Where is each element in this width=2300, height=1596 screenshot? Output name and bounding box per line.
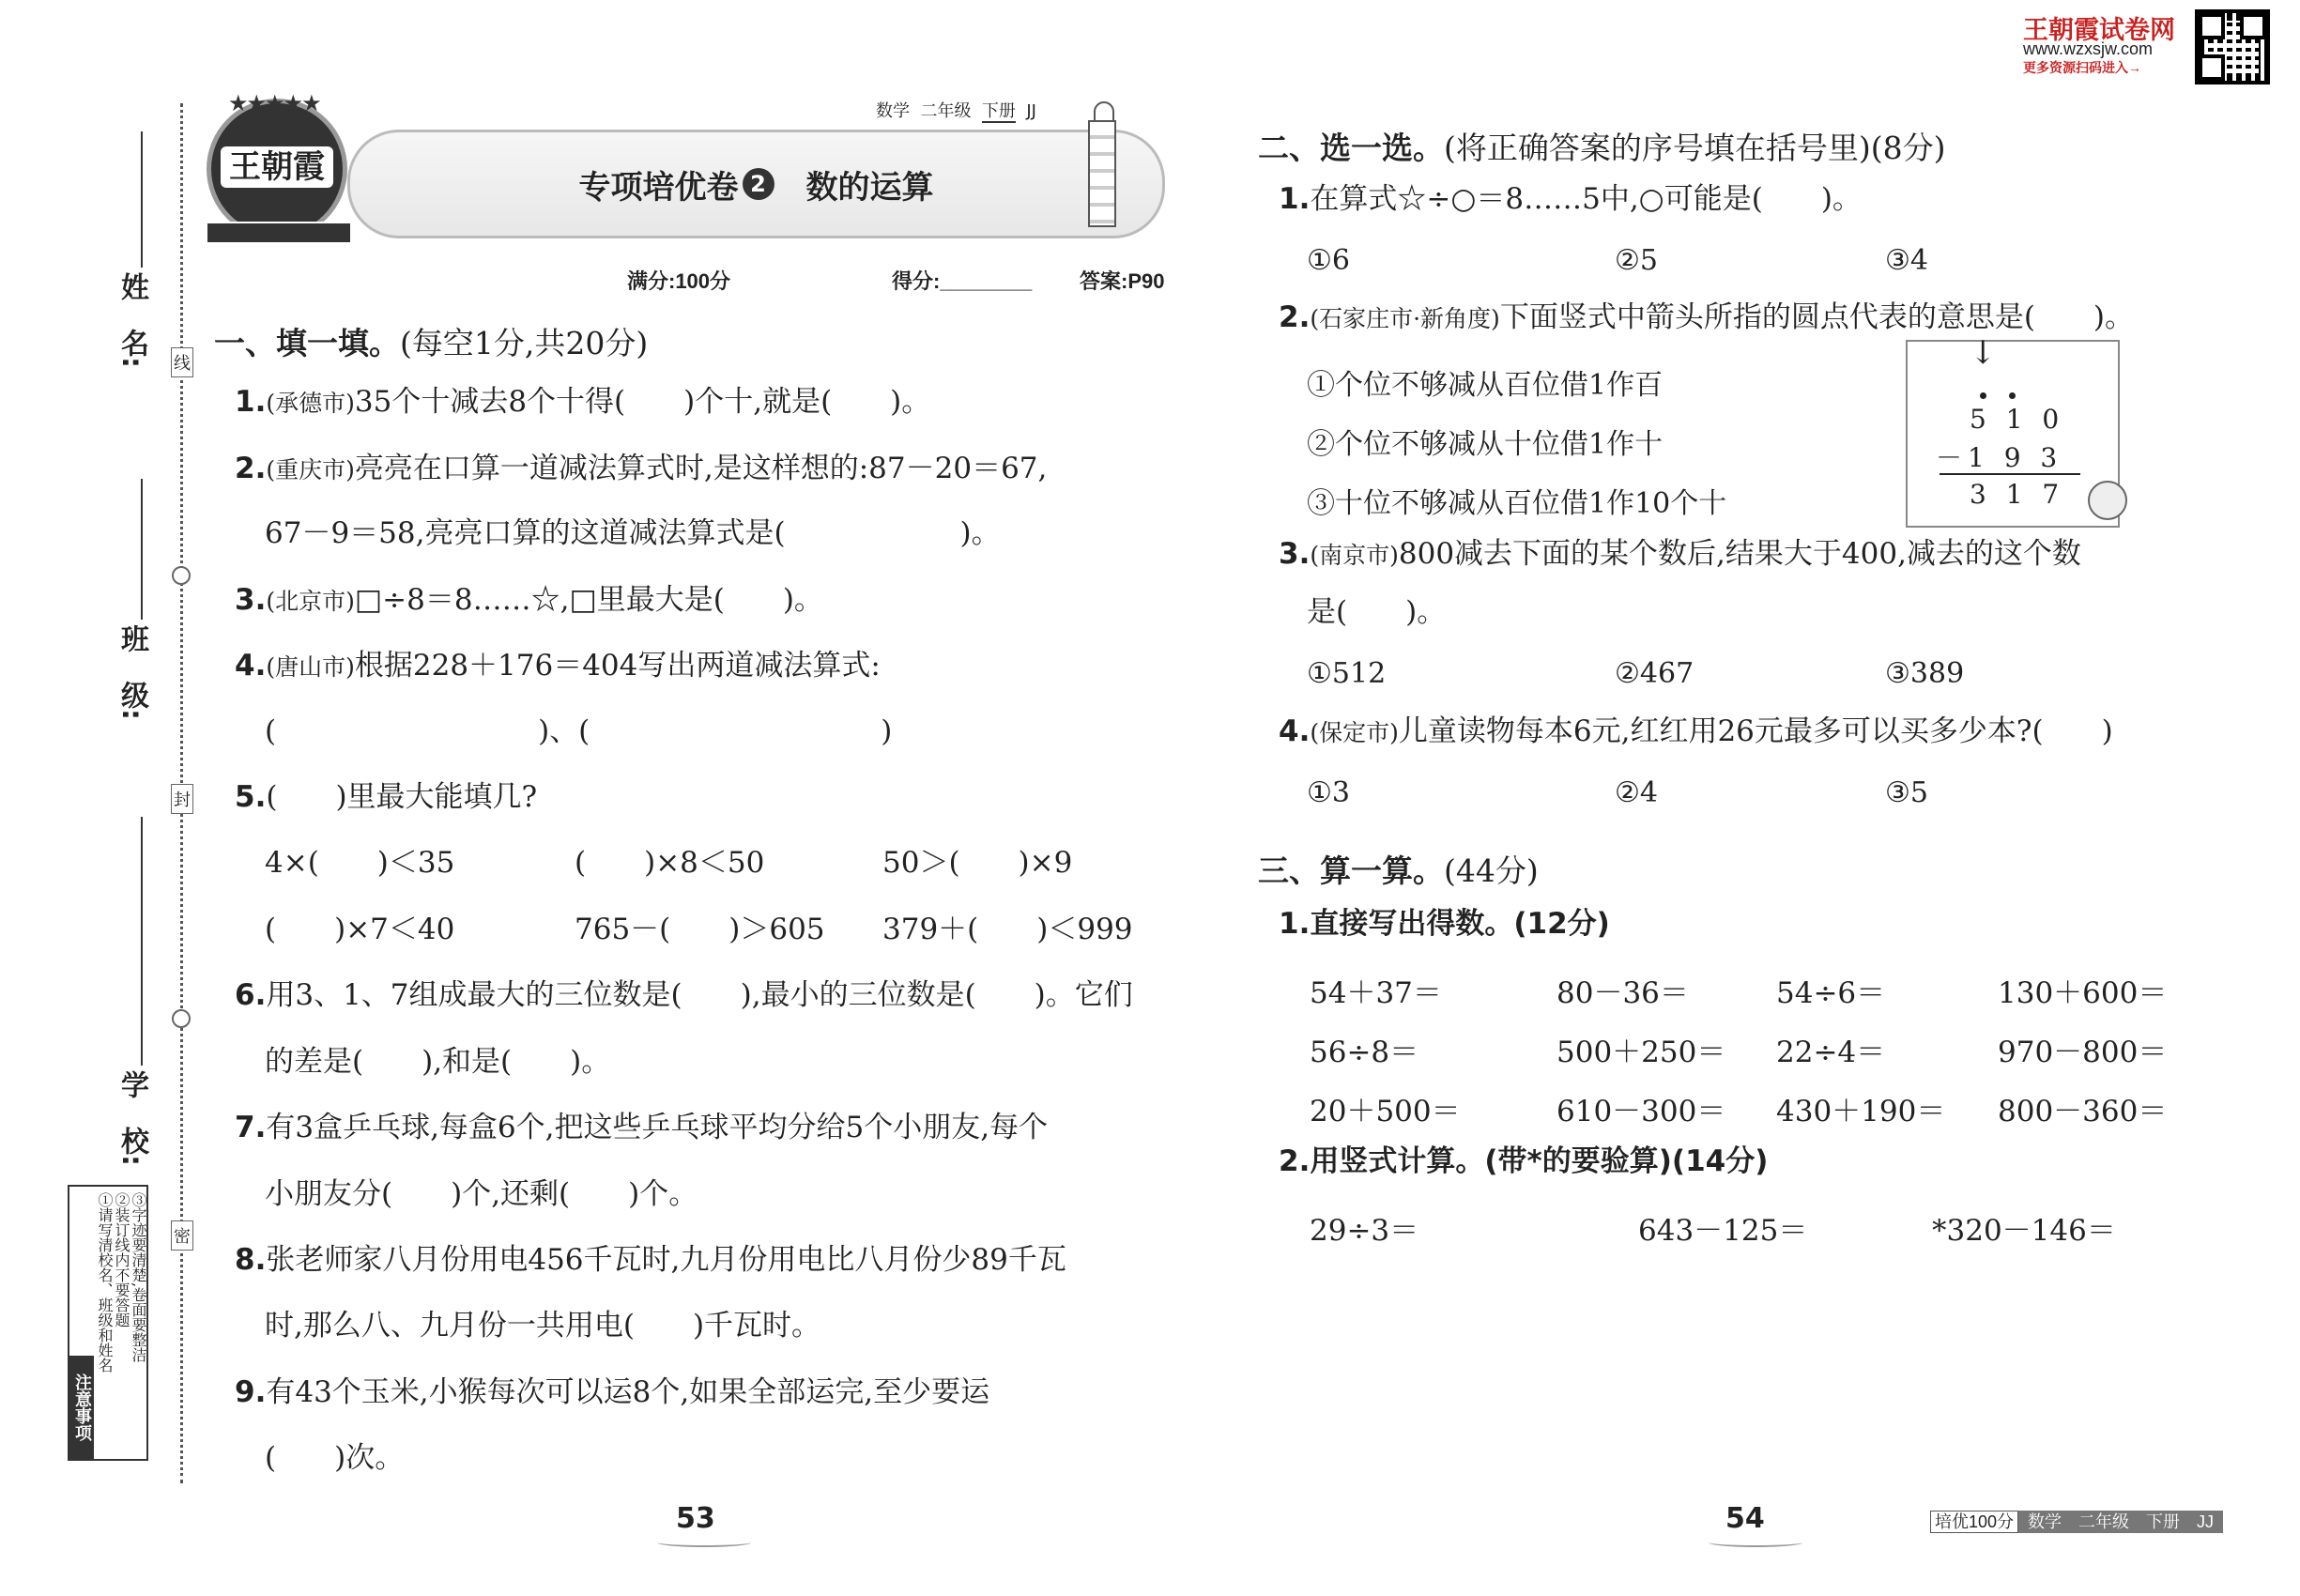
seal-word-feng: 封 [171, 784, 193, 814]
question-9-line-2: ( )次。 [265, 1441, 405, 1475]
option[interactable]: ②个位不够减从十位借1作十 [1307, 428, 1664, 461]
question-text: 直接写出得数。(12分) [1310, 907, 1610, 941]
question-number: 1. [235, 385, 267, 419]
note-item: ②装订线内不要答题 [113, 1192, 130, 1327]
question-text: 有43个玉米,小猴每次可以运8个,如果全部运完,至少要运 [266, 1375, 990, 1409]
question-text: 800减去下面的某个数后,结果大于400,减去的这个数 [1398, 537, 2081, 571]
meta-grade: 二年级 [920, 101, 972, 121]
option[interactable]: ③5 [1885, 776, 1928, 809]
oral-calc-item[interactable]: 20＋500＝ [1310, 1095, 1461, 1128]
option[interactable]: ②4 [1615, 776, 1658, 809]
question-source: (石家庄市·新角度) [1310, 305, 1500, 332]
oral-calc-item[interactable]: 22÷4＝ [1776, 1036, 1886, 1069]
question-text: 在算式☆÷○＝8……5中,○可能是( )。 [1310, 182, 1862, 216]
site-brand[interactable]: 王朝霞试卷网 [2023, 16, 2175, 44]
choice-question-3-line-2: 是( )。 [1307, 595, 1447, 629]
brand-ribbon [206, 222, 352, 244]
question-6-line-2: 的差是( ),和是( )。 [265, 1045, 611, 1079]
choice-question-3 [1279, 537, 2081, 571]
question-number: 1. [1279, 907, 1311, 941]
answer-ref: 答案:P90 [1080, 269, 1165, 293]
vertical-calc-item[interactable]: *320－146＝ [1932, 1214, 2116, 1248]
cartoon-figure-icon [2088, 481, 2127, 520]
section-note: (44分) [1444, 852, 1539, 889]
question-8-line-2: 时,那么八、九月份一共用电( )千瓦时。 [265, 1309, 821, 1343]
lighthouse-icon [1084, 101, 1120, 228]
vertical-calc-item[interactable]: 643－125＝ [1638, 1214, 1808, 1248]
oral-calc-item[interactable]: 56÷8＝ [1310, 1036, 1419, 1069]
page-title: 数的运算 [805, 168, 934, 207]
question-text: □÷8＝8……☆,□里最大是( )。 [354, 583, 823, 617]
question-7 [235, 1113, 1048, 1143]
question-text: 根据228＋176＝404写出两道减法算式: [354, 649, 881, 683]
arrow-down-icon: ↓ [1970, 334, 1997, 372]
option[interactable]: ①3 [1307, 776, 1350, 809]
q5-item[interactable]: 50＞( )×9 [882, 846, 1073, 880]
title-banner [347, 101, 1165, 238]
question-number: 2. [235, 452, 267, 485]
oral-calc-item[interactable]: 54＋37＝ [1310, 976, 1442, 1010]
borrow-dot-icon [1980, 392, 1986, 399]
footer-tag-label: 培优100分 [1930, 1511, 2018, 1533]
question-number: 3. [235, 583, 267, 617]
question-3 [235, 583, 823, 617]
rivet-icon [172, 1009, 191, 1028]
question-text: 下面竖式中箭头所指的圆点代表的意思是( )。 [1499, 300, 2135, 334]
seal-word-mi: 密 [171, 1220, 193, 1251]
seal-word-line: 线 [171, 347, 193, 377]
section-title: 二、选一选。 [1258, 130, 1444, 166]
vertical-subtrahend: －1 9 3 [1936, 442, 2063, 473]
meta-subject: 数学 [876, 101, 910, 121]
question-number: 2. [1279, 300, 1311, 334]
question-number: 9. [235, 1375, 267, 1409]
question-source: (北京市) [266, 588, 355, 615]
choice-question-4 [1279, 714, 2113, 748]
notes-title: 注意事项 [69, 1356, 94, 1459]
title-prefix: 专项培优卷 [578, 168, 739, 207]
q5-item[interactable]: 4×( )＜35 [265, 846, 455, 880]
option[interactable]: ③389 [1885, 657, 1965, 690]
question-text: 35个十减去8个十得( )个十,就是( )。 [354, 385, 931, 419]
oral-calc-item[interactable]: 80－36＝ [1556, 976, 1689, 1010]
page-number-right: 54 [1725, 1502, 1765, 1535]
question-source: (承德市) [266, 390, 355, 417]
question-source: (保定市) [1310, 719, 1399, 746]
option[interactable]: ②467 [1615, 657, 1694, 690]
section-1-title [214, 319, 648, 363]
vertical-subtraction-figure [1906, 334, 2120, 528]
question-4-answer-blanks[interactable]: ( )、( ) [265, 714, 893, 748]
vertical-result: 3 1 7 [1970, 479, 2065, 510]
section-title: 三、算一算。 [1258, 852, 1444, 889]
question-2 [235, 454, 1047, 483]
section-3-title [1258, 847, 1539, 891]
question-number: 5. [235, 780, 267, 814]
question-1 [235, 385, 931, 419]
section-note: (将正确答案的序号填在括号里)(8分) [1444, 130, 1946, 166]
name-label: 姓 名: [115, 272, 148, 368]
name-line[interactable] [141, 131, 143, 268]
question-text: 用竖式计算。(带*的要验算)(14分) [1310, 1144, 1769, 1178]
site-url[interactable]: www.wzxsjw.com [2023, 39, 2154, 58]
option[interactable]: ①6 [1307, 244, 1350, 277]
option[interactable]: ①512 [1307, 657, 1387, 690]
question-6 [235, 978, 1133, 1012]
section-note: (每空1分,共20分) [400, 325, 649, 361]
question-text: 有3盒乒乓球,每盒6个,把这些乒乓球平均分给5个小朋友,每个 [266, 1111, 1049, 1144]
question-number: 4. [235, 649, 267, 683]
question-number: 3. [1279, 537, 1311, 571]
oral-calc-item[interactable]: 500＋250＝ [1556, 1036, 1726, 1069]
school-line[interactable] [141, 817, 143, 1066]
notes-box [68, 1185, 148, 1461]
question-text: 张老师家八月份用电456千瓦时,九月份用电比八月份少89千瓦 [266, 1243, 1066, 1277]
question-8 [235, 1243, 1066, 1277]
question-source: (重庆市) [266, 456, 355, 483]
section-title: 一、填一填。 [214, 325, 400, 361]
question-source: (南京市) [1310, 542, 1399, 569]
question-number: 6. [235, 978, 267, 1012]
question-4 [235, 649, 881, 683]
question-number: 1. [1279, 182, 1311, 216]
borrow-dot-icon [2009, 392, 2016, 399]
option[interactable]: ③4 [1885, 244, 1928, 277]
question-2-line-2: 67－9＝58,亮亮口算的这道减法算式是( )。 [265, 516, 1001, 550]
full-score: 满分:100分 [627, 269, 731, 293]
choice-question-1 [1279, 182, 1862, 216]
oral-calc-item[interactable]: 130＋600＝ [1998, 976, 2168, 1010]
q5-item[interactable]: 765－( )＞605 [575, 913, 825, 946]
question-9 [235, 1375, 990, 1409]
vertical-calc-item[interactable]: 29÷3＝ [1310, 1214, 1419, 1248]
qr-code-icon[interactable] [2195, 9, 2270, 84]
header-meta [876, 98, 1036, 122]
title-number-badge: 2 [743, 168, 774, 200]
q5-item[interactable]: ( )×8＜50 [575, 846, 765, 880]
meta-volume: 下册 [981, 101, 1016, 121]
calc-question-1 [1279, 907, 1610, 941]
section-2-title [1258, 124, 1946, 168]
page-wave-decoration [657, 1538, 751, 1547]
question-number: 7. [235, 1111, 267, 1144]
score-field[interactable]: 得分:________ [892, 269, 1033, 293]
meta-edition: JJ [1026, 101, 1036, 121]
school-label: 学 校: [115, 1070, 148, 1166]
question-source: (唐山市) [266, 653, 355, 681]
option[interactable]: ③十位不够减从百位借1作10个十 [1307, 487, 1727, 520]
star-row: ★★★★★ [228, 90, 320, 116]
vertical-minuend: 5 1 0 [1970, 404, 2065, 435]
page-wave-decoration [1709, 1538, 1802, 1547]
question-7-line-2: 小朋友分( )个,还剩( )个。 [265, 1177, 698, 1211]
choice-question-2 [1279, 300, 2135, 334]
page-number-left: 53 [676, 1502, 715, 1535]
calc-question-2 [1279, 1144, 1769, 1178]
footer-meta: 数学 二年级 下册 JJ [2018, 1511, 2223, 1533]
option[interactable]: ①个位不够减从百位借1作百 [1307, 369, 1664, 402]
brand-badge [207, 90, 347, 239]
question-number: 8. [235, 1243, 267, 1277]
class-label: 班 级: [115, 624, 148, 720]
vertical-rule [1940, 473, 2080, 475]
footer-tag [1930, 1509, 2223, 1533]
note-item: ①请写清校名、班级和姓名 [96, 1192, 114, 1373]
question-text: ( )里最大能填几? [266, 780, 538, 814]
question-text: 用3、1、7组成最大的三位数是( ),最小的三位数是( )。它们 [266, 978, 1133, 1012]
oral-calc-item[interactable]: 800－360＝ [1998, 1095, 2168, 1128]
question-5 [235, 780, 538, 814]
oral-calc-item[interactable]: 610－300＝ [1556, 1095, 1726, 1128]
q5-item[interactable]: 379＋( )＜999 [882, 913, 1133, 946]
oral-calc-item[interactable]: 54÷6＝ [1776, 976, 1886, 1010]
q5-item[interactable]: ( )×7＜40 [265, 913, 455, 946]
question-number: 4. [1279, 714, 1311, 748]
oral-calc-item[interactable]: 970－800＝ [1998, 1036, 2168, 1069]
question-text: 儿童读物每本6元,红红用26元最多可以买多少本?( ) [1398, 714, 2113, 748]
oral-calc-item[interactable]: 430＋190＝ [1776, 1095, 1946, 1128]
site-tagline: 更多资源扫码进入→ [2023, 60, 2141, 75]
class-line[interactable] [141, 479, 143, 620]
question-number: 2. [1279, 1144, 1311, 1178]
note-item: ③字迹要清楚,卷面要整洁 [130, 1192, 147, 1363]
rivet-icon [172, 566, 191, 585]
option[interactable]: ②5 [1615, 244, 1658, 277]
brand-logo: 王朝霞 [221, 146, 333, 188]
question-text: 亮亮在口算一道减法算式时,是这样想的:87－20＝67, [354, 452, 1048, 485]
